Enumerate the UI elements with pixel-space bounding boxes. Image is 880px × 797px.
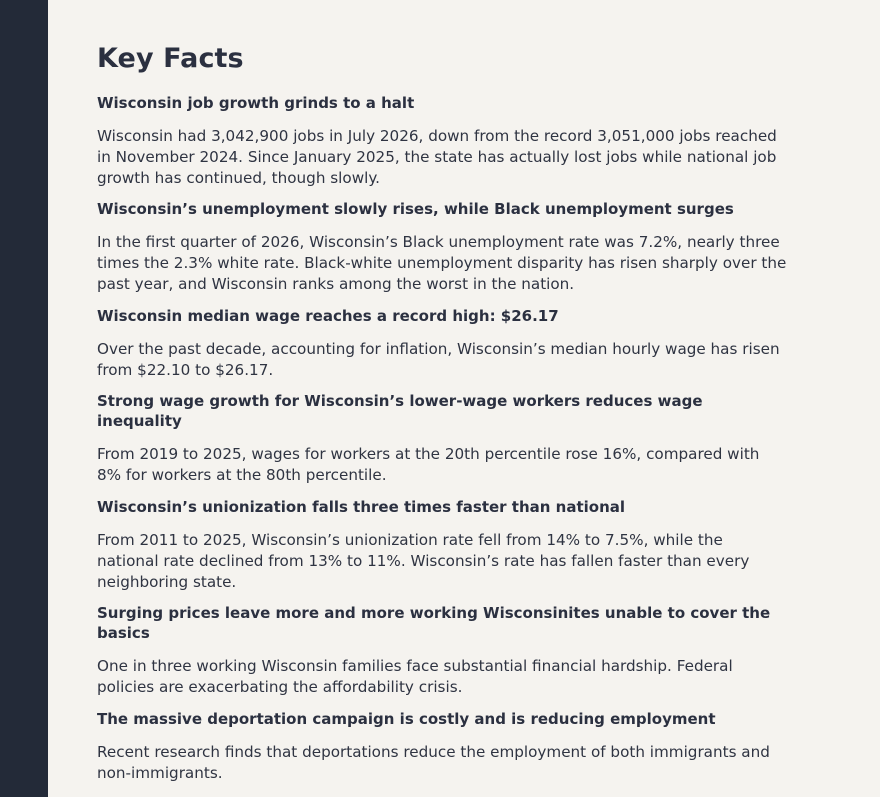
fact-body: Wisconsin had 3,042,900 jobs in July 2026, down from the record 3,051,000 jobs reached in November 2024. Since January 2025, the state has actually lost jobs while national job growth has continued, though slowly. <box>97 127 777 187</box>
fact-item <box>97 93 787 188</box>
fact-item <box>97 306 787 381</box>
fact-item <box>97 391 787 486</box>
fact-item <box>97 199 787 294</box>
fact-body: Over the past decade, accounting for inflation, Wisconsin’s median hourly wage has risen from $22.10 to $26.17. <box>97 339 780 379</box>
fact-heading: The massive deportation campaign is costly and is reducing employment <box>97 709 716 728</box>
fact-body: From 2019 to 2025, wages for workers at the 20th percentile rose 16%, compared with 8% for workers at the 80th percentile. <box>97 445 760 485</box>
key-facts-section <box>97 40 787 784</box>
fact-body: From 2011 to 2025, Wisconsin’s unionization rate fell from 14% to 7.5%, while the national rate declined from 13% to 11%. Wisconsin’s rate has fallen faster than every neighboring state. <box>97 530 750 591</box>
fact-heading: Surging prices leave more and more working Wisconsinites unable to cover the basics <box>97 604 771 643</box>
fact-item <box>97 709 787 784</box>
fact-heading: Wisconsin job growth grinds to a halt <box>97 94 415 112</box>
fact-item <box>97 497 787 592</box>
fact-heading: Wisconsin median wage reaches a record high: $26.17 <box>97 306 559 325</box>
fact-body: One in three working Wisconsin families face substantial financial hardship. Federal policies are exacerbating the affordability crisis. <box>97 657 733 697</box>
fact-body: In the first quarter of 2026, Wisconsin’s Black unemployment rate was 7.2%, nearly three times the 2.3% white rate. Black-white unemployment disparity has risen sharply over the past year, and Wisconsin ranks among the worst in the nation. <box>97 233 787 293</box>
left-accent-bar <box>0 0 48 797</box>
fact-item <box>97 603 787 698</box>
fact-heading: Wisconsin’s unionization falls three times faster than national <box>97 497 626 516</box>
fact-body: Recent research finds that deportations reduce the employment of both immigrants and non-immigrants. <box>97 742 770 782</box>
page-title: Key Facts <box>97 43 244 74</box>
fact-heading: Strong wage growth for Wisconsin’s lower-wage workers reduces wage inequality <box>97 392 703 431</box>
fact-heading: Wisconsin’s unemployment slowly rises, while Black unemployment surges <box>97 200 734 219</box>
